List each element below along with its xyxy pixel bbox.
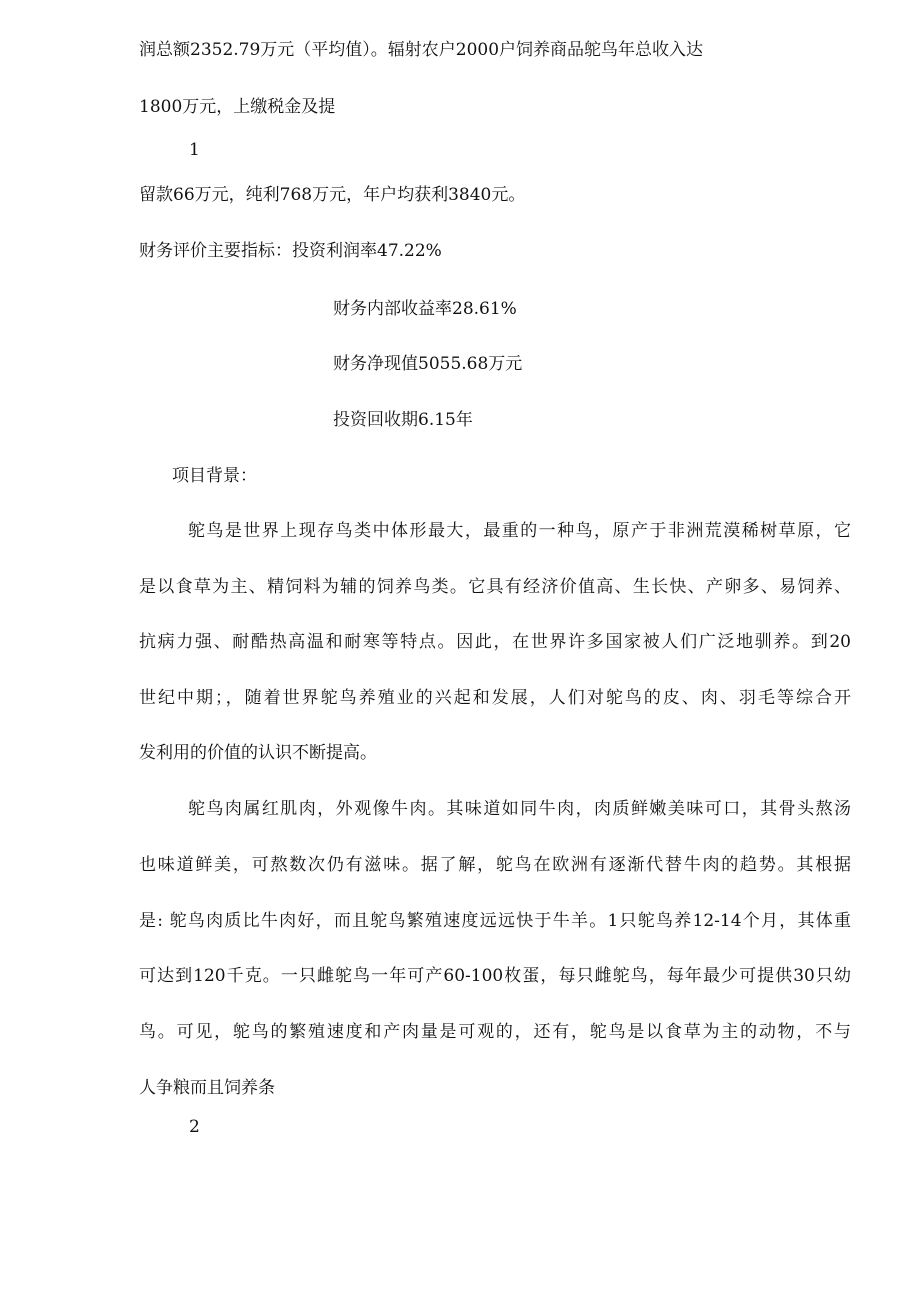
paragraph-line: 人争粮而且饲养条 [139, 1078, 275, 1098]
paragraph-line: 是: 鸵鸟肉质比牛肉好，而且鸵鸟繁殖速度远远快于牛羊。1只鸵鸟养12-14个月，其体重 [139, 911, 851, 931]
paragraph-line: 是以食草为主、精饲料为辅的饲养鸟类。它具有经济价值高、生长快、产卵多、易饲养、 [139, 577, 851, 597]
paragraph-line: 抗病力强、耐酷热高温和耐寒等特点。因此，在世界许多国家被人们广泛地驯养。到20 [139, 632, 851, 652]
paragraph-line: 鸵鸟肉属红肌肉，外观像牛肉。其味道如同牛肉，肉质鲜嫩美味可口，其骨头熬汤 [188, 799, 851, 819]
paragraph-line: 世纪中期；，随着世界鸵鸟养殖业的兴起和发展，人们对鸵鸟的皮、肉、羽毛等综合开 [139, 688, 851, 708]
paragraph-line: 鸟。可见，鸵鸟的繁殖速度和产肉量是可观的，还有，鸵鸟是以食草为主的动物，不与 [139, 1022, 851, 1042]
text-line: 润总额2352.79万元（平均值）。辐射农户2000户饲养商品鸵鸟年总收入达 [139, 40, 704, 60]
indicator-item: 财务净现值5055.68万元 [333, 354, 523, 374]
paragraph-line: 可达到120千克。一只雌鸵鸟一年可产60-100枚蛋，每只雌鸵鸟，每年最少可提供30只幼 [139, 966, 851, 986]
paragraph-line: 鸵鸟是世界上现存鸟类中体形最大，最重的一种鸟，原产于非洲荒漠稀树草原，它 [188, 521, 851, 541]
page-number: 1 [189, 140, 200, 160]
section-title: 项目背景： [172, 466, 257, 486]
text-line: 留款66万元，纯利768万元，年户均获利3840元。 [139, 185, 526, 205]
indicators-heading: 财务评价主要指标：投资利润率47.22% [139, 241, 442, 261]
indicator-item: 财务内部收益率28.61% [333, 299, 517, 319]
page-number: 2 [189, 1117, 200, 1137]
indicator-item: 投资回收期6.15年 [333, 410, 473, 430]
text-line: 1800万元，上缴税金及提 [139, 97, 336, 117]
paragraph-line: 也味道鲜美，可熬数次仍有滋味。据了解，鸵鸟在欧洲有逐渐代替牛肉的趋势。其根据 [139, 855, 851, 875]
paragraph-line: 发利用的价值的认识不断提高。 [139, 743, 377, 763]
